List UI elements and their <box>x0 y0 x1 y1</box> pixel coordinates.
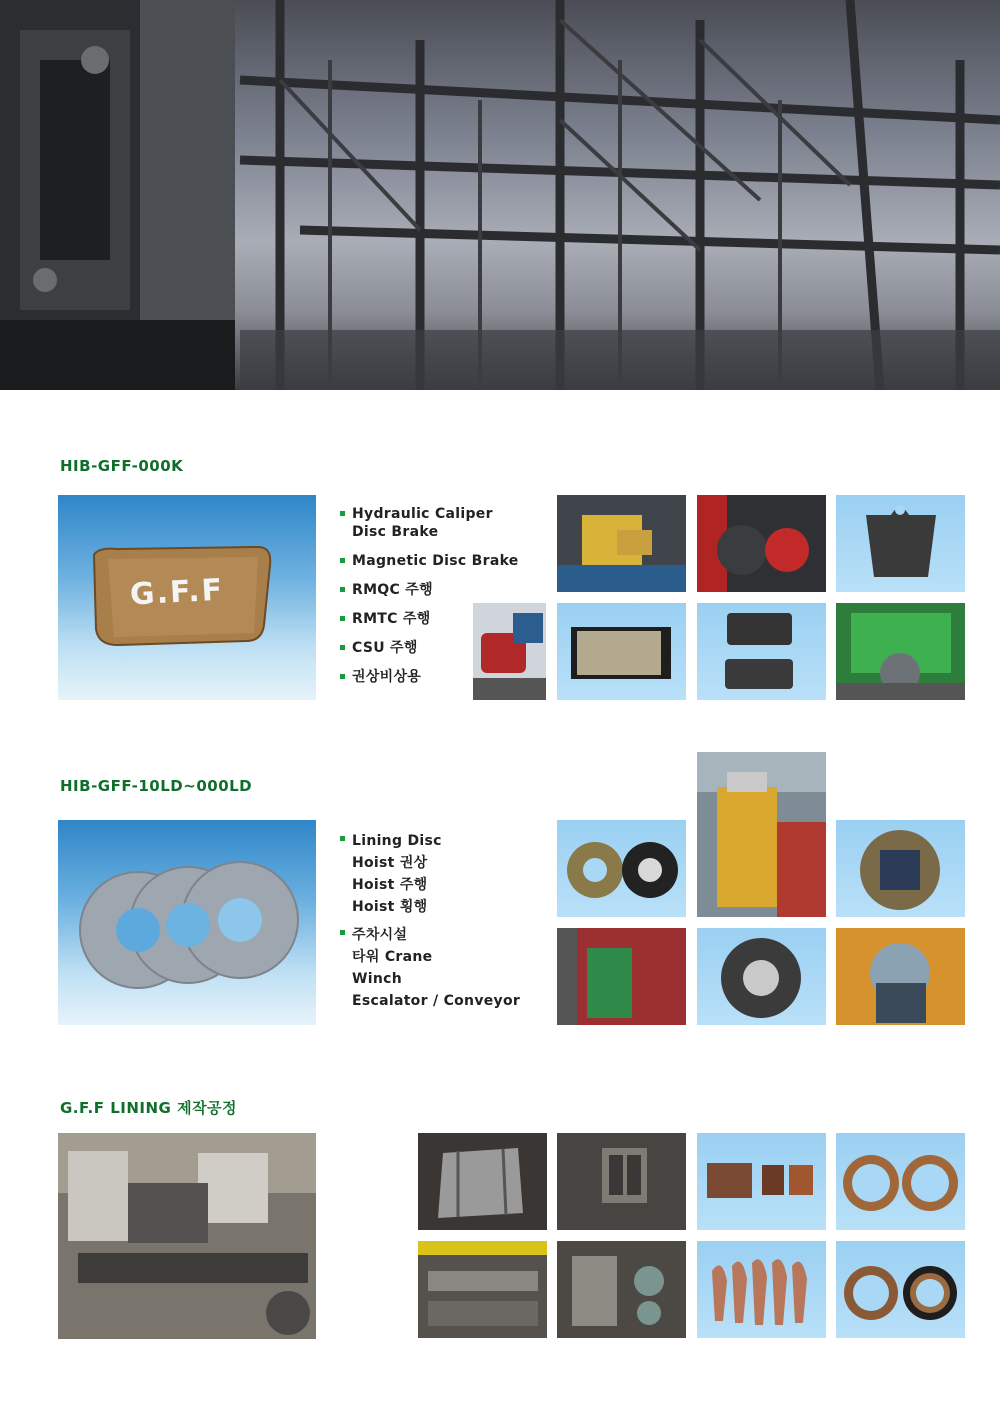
magnetic-brake-photo <box>697 495 826 592</box>
bullet-icon <box>340 587 345 592</box>
section-title-hib-gff-000k: HIB-GFF-000K <box>60 457 184 475</box>
brake-shoes-photo <box>697 603 826 700</box>
green-hoist-motor-photo <box>557 928 686 1025</box>
list-item-text: RMQC 주행 <box>352 582 433 598</box>
list-item-text: Lining Disc <box>352 833 442 849</box>
brake-pad-photo <box>58 495 316 700</box>
list-item <box>340 924 520 946</box>
list-item-text: Hoist 횡행 <box>352 899 428 915</box>
mold-frame-photo <box>557 1133 686 1230</box>
lining-segments-photo <box>697 1133 826 1230</box>
list-item-sub <box>340 874 520 896</box>
list-item-text: Hoist 주행 <box>352 877 428 893</box>
open-mold-photo <box>557 1241 686 1338</box>
press-machine-photo <box>58 1133 316 1339</box>
caliper-brake-photo <box>557 495 686 592</box>
list-item <box>340 505 519 541</box>
list-item-text: Hoist 권상 <box>352 855 428 871</box>
square-bore-disc-photo <box>836 820 965 917</box>
list-item-text: Magnetic Disc Brake <box>352 553 519 569</box>
hero-banner-crane-photo <box>0 0 1000 390</box>
bullet-icon <box>340 511 345 516</box>
mold-plates-photo <box>418 1133 547 1230</box>
list-item-text: CSU 주행 <box>352 640 418 656</box>
list-item-sub <box>340 990 520 1012</box>
motor-brake-photo <box>473 603 546 700</box>
list-item-text: Disc Brake <box>352 524 439 540</box>
section-title-hib-gff-10ld: HIB-GFF-10LD~000LD <box>60 777 253 795</box>
list-item-text: Hydraulic Caliper <box>352 506 493 522</box>
section-title-gff-lining-process: G.F.F LINING 제작공정 <box>60 1099 238 1117</box>
bullet-icon <box>340 674 345 679</box>
brake-plate-photo <box>836 495 965 592</box>
bullet-icon <box>340 836 345 841</box>
list-item-sub <box>340 946 520 968</box>
bullet-icon <box>340 930 345 935</box>
list-item-text: 주차시설 <box>352 927 408 943</box>
green-drum-brake-photo <box>836 603 965 700</box>
list-item-text: 타워 Crane <box>352 949 433 965</box>
list-item <box>340 552 519 570</box>
bullet-icon <box>340 645 345 650</box>
section2-application-list <box>340 830 520 1012</box>
toothed-rings-photo <box>836 1241 965 1338</box>
bullet-icon <box>340 558 345 563</box>
brake-pad-label: G.F.F <box>129 572 225 613</box>
lining-block-photo <box>557 603 686 700</box>
lining-disc-photo <box>58 820 316 1025</box>
list-item-text: Winch <box>352 971 402 987</box>
list-item-sub <box>340 968 520 990</box>
list-item <box>340 830 520 852</box>
list-item-sub <box>340 852 520 874</box>
mold-rack-photo <box>418 1241 547 1338</box>
curved-linings-photo <box>697 1241 826 1338</box>
list-item-text: Escalator / Conveyor <box>352 993 521 1009</box>
list-item-text: 권상비상용 <box>352 669 422 685</box>
splined-disc-photo <box>697 928 826 1025</box>
lining-rings-photo <box>557 820 686 917</box>
friction-rings-photo <box>836 1133 965 1230</box>
list-item-text: RMTC 주행 <box>352 611 431 627</box>
bullet-icon <box>340 616 345 621</box>
list-item-sub <box>340 896 520 918</box>
list-item <box>340 581 519 599</box>
crane-motor-photo <box>836 928 965 1025</box>
hoist-gearbox-photo <box>697 752 826 917</box>
